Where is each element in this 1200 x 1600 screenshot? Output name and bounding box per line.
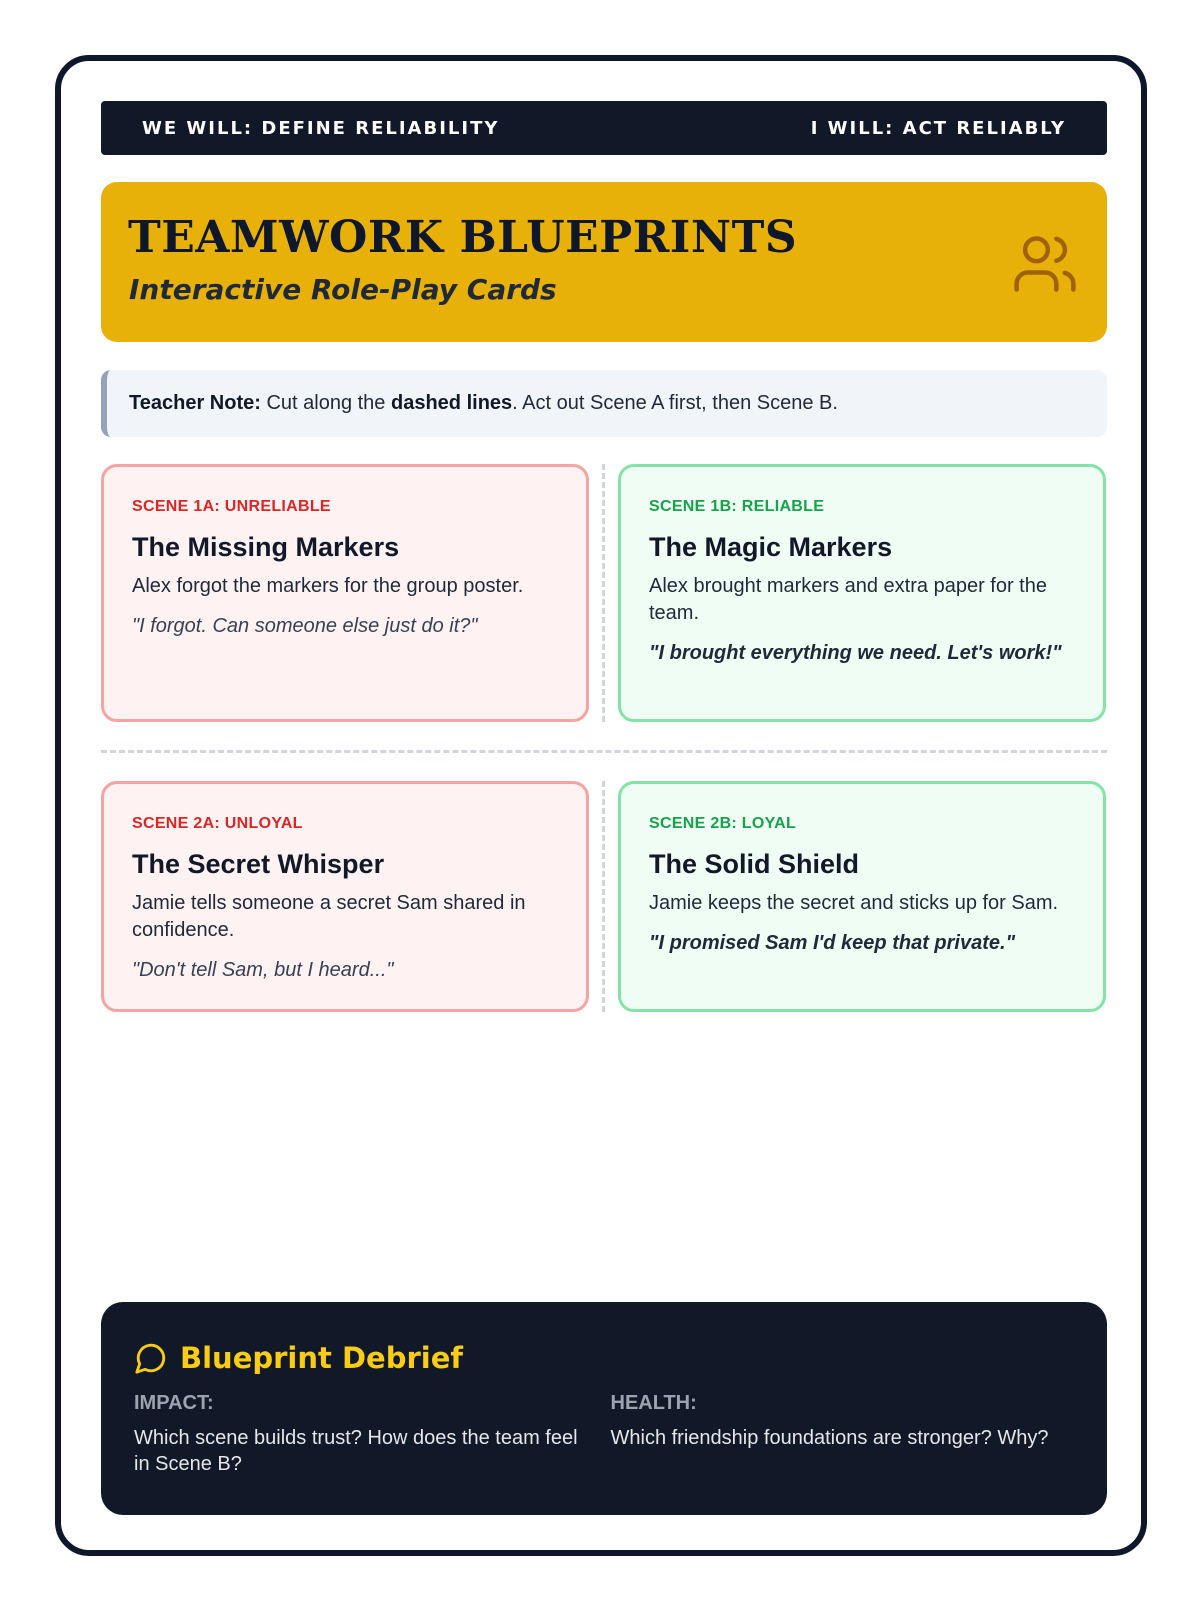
scene-tag: SCENE 1A: UNRELIABLE — [132, 498, 331, 515]
scene-description: Alex brought markers and extra paper for the team. — [649, 575, 1047, 624]
horizontal-cut-line — [101, 750, 1107, 753]
objectives-banner — [101, 101, 1107, 155]
scene-card-1b — [618, 464, 1106, 722]
debrief-label: IMPACT: — [134, 1392, 214, 1414]
teacher-note-text-after: . Act out Scene A first, then Scene B. — [512, 392, 838, 414]
scene-description: Alex forgot the markers for the group poster. — [132, 575, 524, 597]
scene-description: Jamie keeps the secret and sticks up for Sam. — [649, 892, 1059, 914]
scene-card-2a — [101, 781, 589, 1012]
title-header — [101, 182, 1107, 342]
page-subtitle: Interactive Role-Play Cards — [129, 273, 557, 306]
scene-description: Jamie tells someone a secret Sam shared in confidence. — [132, 892, 526, 941]
debrief-impact — [134, 1390, 598, 1477]
vertical-cut-line — [602, 781, 605, 1012]
page-title: TEAMWORK BLUEPRINTS — [128, 212, 798, 263]
scene-tag: SCENE 2B: LOYAL — [649, 815, 797, 832]
teacher-note — [101, 370, 1107, 437]
debrief-question: Which friendship foundations are stronger? Why? — [610, 1427, 1049, 1449]
teacher-note-emphasis: dashed lines — [391, 392, 513, 414]
scene-title: The Solid Shield — [649, 849, 860, 879]
debrief-title: Blueprint Debrief — [180, 1341, 463, 1375]
scene-quote: "I brought everything we need. Let's work!" — [649, 642, 1062, 664]
teacher-note-text-before: Cut along the — [266, 392, 386, 414]
scene-card-2b — [618, 781, 1106, 1012]
i-will-objective: I WILL: ACT RELIABLY — [810, 117, 1066, 139]
debrief-question: Which scene builds trust? How does the team feel in Scene B? — [134, 1427, 578, 1475]
scene-quote: "Don't tell Sam, but I heard..." — [132, 959, 394, 981]
scene-title: The Missing Markers — [132, 532, 400, 562]
debrief-label: HEALTH: — [610, 1392, 697, 1414]
scene-title: The Magic Markers — [649, 532, 893, 562]
chat-bubble-icon — [134, 1341, 168, 1375]
scene-title: The Secret Whisper — [132, 849, 385, 879]
scene-tag: SCENE 2A: UNLOYAL — [132, 815, 303, 832]
we-will-objective: WE WILL: DEFINE RELIABILITY — [142, 117, 500, 139]
debrief-panel — [101, 1302, 1107, 1515]
scene-tag: SCENE 1B: RELIABLE — [649, 498, 825, 515]
vertical-cut-line — [602, 464, 605, 722]
scene-quote: "I forgot. Can someone else just do it?" — [132, 615, 478, 637]
scene-quote: "I promised Sam I'd keep that private." — [649, 932, 1016, 954]
users-icon — [1011, 230, 1079, 298]
debrief-health — [611, 1390, 1075, 1477]
teacher-note-label: Teacher Note: — [129, 392, 261, 414]
scene-card-1a — [101, 464, 589, 722]
